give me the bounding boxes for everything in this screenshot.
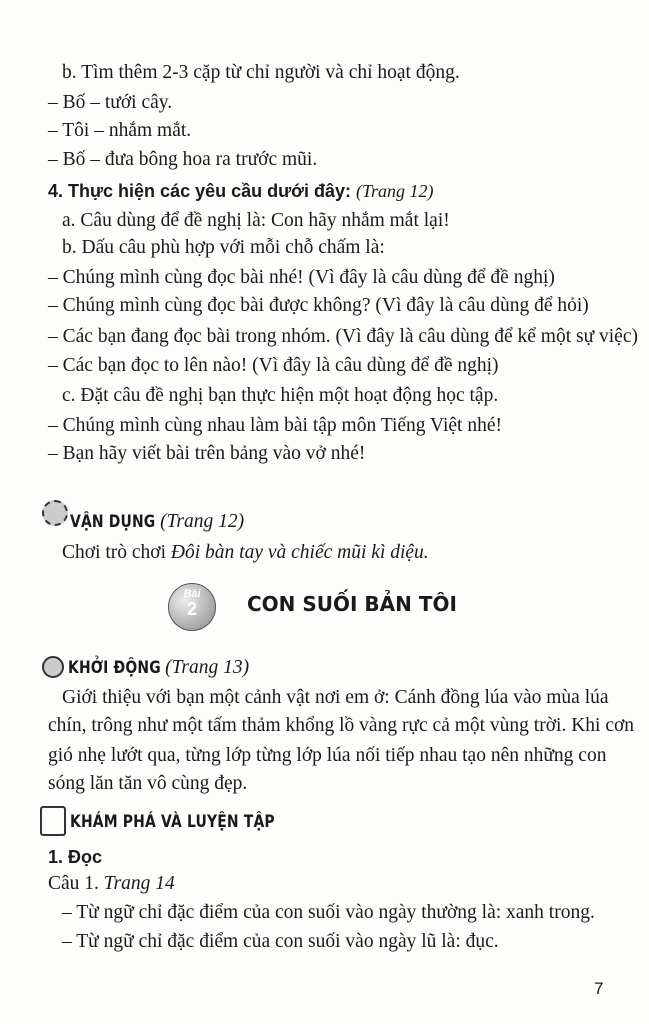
gear-icon (42, 500, 68, 526)
heading-text: 4. Thực hiện các yêu cầu dưới đây: (48, 181, 351, 201)
text-line: sóng lăn tăn vô cùng đẹp. (48, 773, 248, 794)
text-line: – Chúng mình cùng đọc bài nhé! (Vì đây là câu dùng để đề nghị) (48, 267, 555, 288)
page-ref: (Trang 13) (165, 657, 250, 678)
lesson-title: CON SUỐI BẢN TÔI (247, 592, 457, 616)
question-4-heading (48, 179, 434, 203)
text-line: – Các bạn đọc to lên nào! (Vì đây là câu dùng để đề nghị) (48, 355, 499, 376)
game-name: Đôi bàn tay và chiếc mũi kì diệu. (170, 542, 429, 563)
page-ref: (Trang 12) (355, 181, 434, 201)
text-line: – Bố – tưới cây. (48, 92, 173, 113)
text-line: – Bạn hãy viết bài trên bảng vào vở nhé! (48, 443, 366, 464)
doc-heading: 1. Đọc (48, 847, 103, 867)
notebook-search-icon (40, 806, 66, 836)
play-icon (42, 656, 64, 678)
kham-pha-heading (70, 810, 320, 834)
text-line: – Từ ngữ chỉ đặc điểm của con suối vào ngày lũ là: đục. (62, 931, 499, 952)
text-line: chín, trông như một tấm thảm khổng lồ vàng rực cả một vùng trời. Khi cơn (48, 715, 635, 736)
page-number: 7 (594, 979, 604, 998)
lesson-badge (168, 583, 216, 631)
badge-number: 2 (186, 599, 197, 619)
heading-text: KHÁM PHÁ VÀ LUYỆN TẬP (70, 812, 275, 832)
badge-word: Bài (183, 588, 201, 600)
question-label (48, 872, 175, 896)
text-line: b. Dấu câu phù hợp với mỗi chỗ chấm là: (62, 237, 385, 258)
text-line: – Chúng mình cùng nhau làm bài tập môn Tiếng Việt nhé! (48, 415, 502, 436)
text-line: b. Tìm thêm 2-3 cặp từ chỉ người và chỉ hoạt động. (62, 62, 460, 83)
text-line: – Chúng mình cùng đọc bài được không? (Vì đây là câu dùng để hỏi) (48, 295, 589, 316)
text-line: gió nhẹ lướt qua, từng lớp từng lớp lúa nối tiếp nhau tạo nên những con (48, 745, 607, 766)
text-line: – Tôi – nhắm mắt. (48, 120, 192, 141)
khoi-dong-heading (68, 656, 249, 680)
text-line (62, 541, 429, 565)
page-ref: Trang 14 (103, 873, 175, 894)
van-dung-heading (70, 510, 244, 534)
cau-label: Câu 1. (48, 873, 99, 894)
text-line: Giới thiệu với bạn một cảnh vật nơi em ở: Cánh đồng lúa vào mùa lúa (62, 687, 609, 708)
page-ref: (Trang 12) (160, 511, 245, 532)
text-line: – Các bạn đang đọc bài trong nhóm. (Vì đây là câu dùng để kể một sự việc) (48, 326, 638, 347)
text-line: a. Câu dùng để đề nghị là: Con hãy nhắm mắt lại! (62, 210, 450, 231)
text-line: c. Đặt câu đề nghị bạn thực hiện một hoạt động học tập. (62, 385, 499, 406)
text-line: – Bố – đưa bông hoa ra trước mũi. (48, 149, 318, 170)
heading-text: VẬN DỤNG (70, 512, 156, 532)
text-line: – Từ ngữ chỉ đặc điểm của con suối vào ngày thường là: xanh trong. (62, 902, 595, 923)
heading-text: KHỞI ĐỘNG (68, 658, 161, 678)
text: Chơi trò chơi (62, 542, 171, 563)
